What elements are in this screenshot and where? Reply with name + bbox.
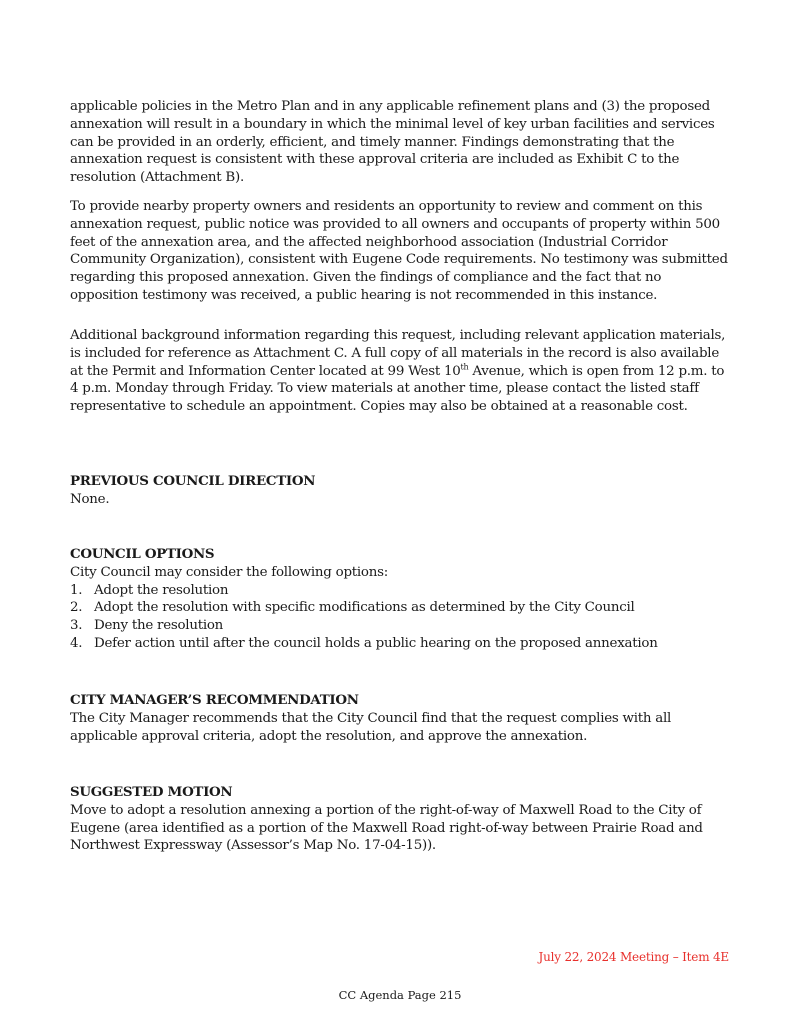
section-heading: PREVIOUS COUNCIL DIRECTION [70, 473, 316, 489]
list-item [70, 635, 658, 653]
list-item [70, 599, 658, 617]
paragraph-approval-criteria: applicable policies in the Metro Plan and in any applicable refinement plans and (3) the proposed annexation will result in a boundary in which the minimal level of key urban facilities and services can be provided in an orderly, efficient, and timely manner. Findings demonstrating that the annexation request is consistent with these approval criteria are included as Exhibit C to the resolution (Attachment B). [70, 99, 715, 186]
section-body: None. [70, 491, 110, 507]
list-item [70, 582, 658, 600]
list-text: Deny the resolution [94, 618, 224, 634]
list-text: Adopt the resolution with specific modifications as determined by the City Council [94, 600, 635, 616]
list-text: Adopt the resolution [94, 582, 229, 598]
list-item [70, 617, 658, 635]
options-list [70, 582, 658, 653]
section-suggested-motion [70, 784, 732, 855]
meeting-item-label: July 22, 2024 Meeting – Item 4E [538, 950, 729, 964]
section-body: The City Manager recommends that the City Council find that the request complies with all applicable approval criteria, adopt the resolution, and approve the annexation. [70, 710, 672, 744]
section-body: Move to adopt a resolution annexing a portion of the right-of-way of Maxwell Road to the City of Eugene (area identified as a portion of the Maxwell Road right-of-way between Prairie Road and Northwest Expressway (Assessor’s Map No. 17-04-15)). [70, 802, 703, 854]
section-heading: CITY MANAGER’S RECOMMENDATION [70, 692, 359, 708]
ordinal-suffix: th [460, 362, 469, 372]
background-text-1: Additional background information regarding this request, including relevant application materials, is included for reference as Attachment C. A full copy of all materials in the record is also available at the Permit and Information Center located at 99 West 10 [70, 328, 726, 379]
section-recommendation [70, 692, 732, 745]
page-number: CC Agenda Page 215 [338, 988, 462, 1002]
list-number: 2. [70, 600, 83, 616]
paragraph-public-notice: To provide nearby property owners and residents an opportunity to review and comment on this annexation request, public notice was provided to all owners and occupants of property within 500 feet of the annexation area, and the affected neighborhood association (Industrial Corridor Community Organization), consistent with Eugene Code requirements. No testimony was submitted regarding this proposed annexation. Given the findings of compliance and the fact that no opposition testimony was received, a public hearing is not recommended in this instance. [70, 199, 728, 303]
section-previous-direction [70, 473, 315, 509]
list-number: 4. [70, 635, 83, 651]
section-heading: COUNCIL OPTIONS [70, 546, 215, 562]
section-heading: SUGGESTED MOTION [70, 784, 233, 800]
list-number: 3. [70, 618, 83, 634]
background-text-2: Avenue, which is open from 12 p.m. to 4 p.m. Monday through Friday. To view materials at another time, please contact the listed staff representative to schedule an appointment. Copies may also be obtained at a reasonable cost. [70, 363, 725, 415]
section-intro: City Council may consider the following options: [70, 564, 388, 580]
list-text: Defer action until after the council holds a public hearing on the proposed annexation [94, 635, 658, 651]
section-council-options [70, 546, 658, 653]
paragraph-background [70, 327, 732, 416]
list-number: 1. [70, 582, 83, 598]
